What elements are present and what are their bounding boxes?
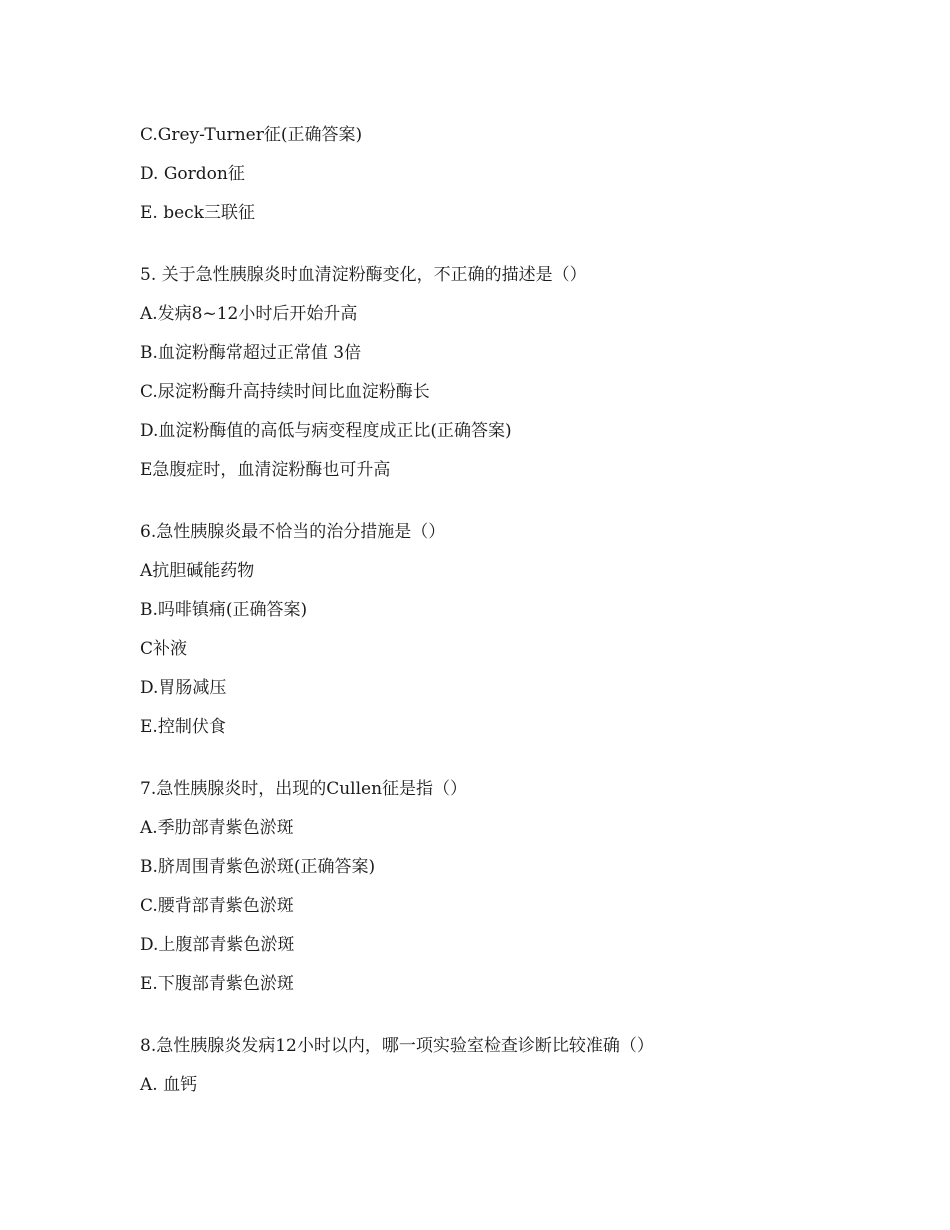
option-e: E.下腹部青紫色淤斑 [140, 974, 294, 994]
question-text: 5. 关于急性胰腺炎时血清淀粉酶变化，不正确的描述是（） [140, 265, 587, 285]
document-page [140, 116, 900, 1105]
option-e: E. beck三联征 [140, 203, 255, 223]
question-7 [140, 770, 900, 1004]
option-d: D.上腹部青紫色淤斑 [140, 935, 295, 955]
option-e: E急腹症时，血清淀粉酶也可升高 [140, 460, 391, 480]
question-8 [140, 1027, 900, 1105]
option-c: C.腰背部青紫色淤斑 [140, 896, 294, 916]
option-a: A抗胆碱能药物 [140, 561, 255, 581]
option-d: D.血淀粉酶值的高低与病变程度成正比(正确答案) [140, 421, 512, 441]
option-a: A.季肋部青紫色淤斑 [140, 818, 294, 838]
question-5 [140, 256, 900, 490]
question-text: 6.急性胰腺炎最不恰当的治分措施是（） [140, 522, 446, 542]
option-b: B.血淀粉酶常超过正常值 3倍 [140, 343, 362, 363]
option-a: A.发病8~12小时后开始升高 [140, 304, 358, 324]
question-4-continuation [140, 116, 900, 233]
question-6 [140, 513, 900, 747]
option-b: B.脐周围青紫色淤斑(正确答案) [140, 857, 376, 877]
option-c: C.Grey-Turner征(正确答案) [140, 125, 363, 145]
option-e: E.控制伏食 [140, 717, 226, 737]
option-c: C补液 [140, 639, 188, 659]
option-d: D.胃肠减压 [140, 678, 227, 698]
option-b: B.吗啡镇痛(正确答案) [140, 600, 308, 620]
option-d: D. Gordon征 [140, 164, 245, 184]
question-text: 7.急性胰腺炎时，出现的Cullen征是指（） [140, 779, 468, 799]
question-text: 8.急性胰腺炎发病12小时以内，哪一项实验室检查诊断比较准确（） [140, 1036, 654, 1056]
option-a: A. 血钙 [140, 1075, 198, 1095]
option-c: C.尿淀粉酶升高持续时间比血淀粉酶长 [140, 382, 430, 402]
